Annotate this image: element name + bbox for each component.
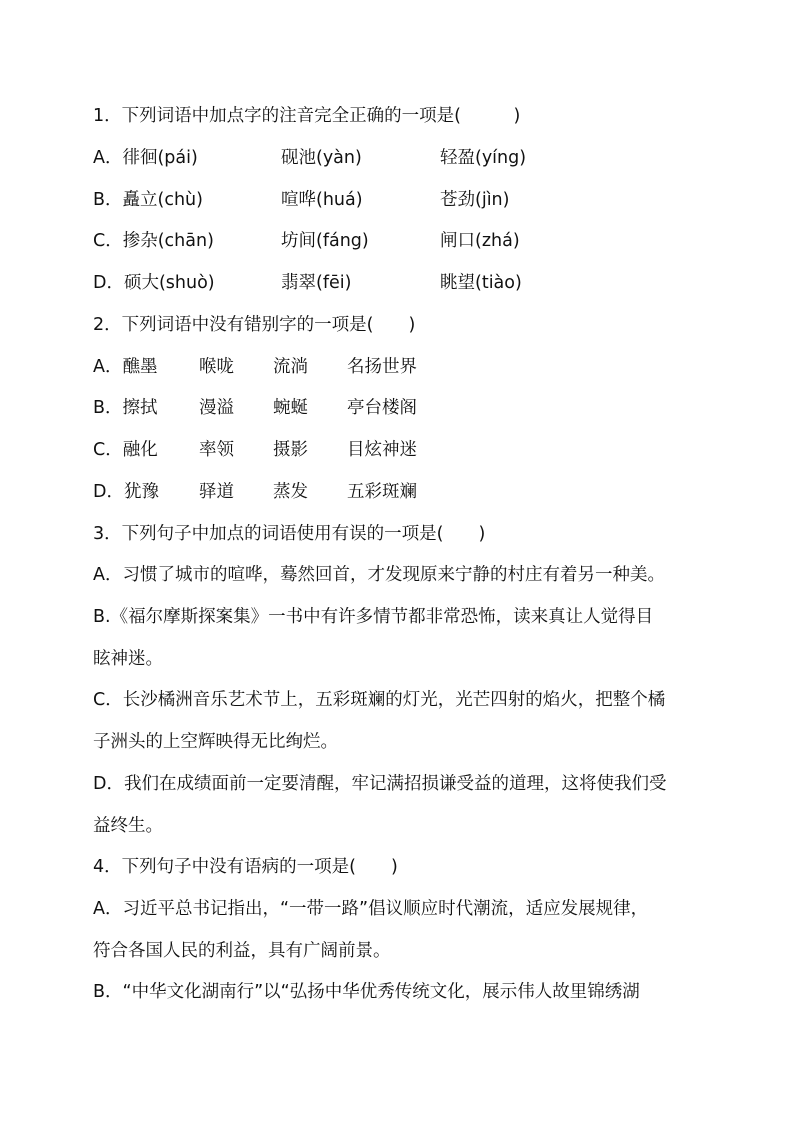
q1-option-c bbox=[93, 229, 713, 253]
q1-option-b bbox=[93, 188, 713, 212]
q2-option-b bbox=[93, 396, 713, 420]
q3-option-d-line-1: D．我们在成绩面前一定要清醒，牢记满招损谦受益的道理，这将使我们受 bbox=[93, 774, 667, 794]
q4-option-b-line-1: B．“中华文化湖南行”以“弘扬中华优秀传统文化，展示伟人故里锦绣湖 bbox=[93, 982, 640, 1002]
q1-option-b-item-1: B．矗立(chù) bbox=[93, 190, 203, 210]
q3-option-b-line-2: 眩神迷。 bbox=[93, 649, 163, 669]
q1-option-d-item-1: D．硕大(shuò) bbox=[93, 273, 215, 293]
q2-option-a-item-4: 名扬世界 bbox=[347, 357, 417, 377]
q2-option-d-item-4: 五彩斑斓 bbox=[347, 482, 417, 502]
q2-option-c-item-2: 率领 bbox=[199, 440, 234, 460]
q2-option-b-item-1: B．擦拭 bbox=[93, 398, 158, 418]
q3-option-b-line-1: B.《福尔摩斯探案集》一书中有许多情节都非常恐怖，读来真让人觉得目 bbox=[93, 607, 654, 627]
q2-option-b-item-4: 亭台楼阁 bbox=[347, 398, 417, 418]
q2-option-c bbox=[93, 438, 713, 462]
q3-option-d-line-2: 益终生。 bbox=[93, 816, 163, 836]
question-3-stem: 3．下列句子中加点的词语使用有误的一项是( ) bbox=[93, 524, 486, 544]
question-4-stem: 4．下列句子中没有语病的一项是( ) bbox=[93, 857, 398, 877]
q2-option-d bbox=[93, 480, 713, 504]
q1-option-a bbox=[93, 146, 713, 170]
q1-option-d bbox=[93, 271, 713, 295]
q2-option-d-item-2: 驿道 bbox=[199, 482, 234, 502]
q1-option-c-item-2: 坊间(fáng) bbox=[281, 231, 369, 251]
q4-option-a-line-1: A．习近平总书记指出，“一带一路”倡议顺应时代潮流，适应发展规律， bbox=[93, 899, 649, 919]
q2-option-c-item-3: 摄影 bbox=[273, 440, 308, 460]
q4-option-a-line-2: 符合各国人民的利益，具有广阔前景。 bbox=[93, 941, 391, 961]
q1-option-c-item-1: C．掺杂(chān) bbox=[93, 231, 214, 251]
q1-option-c-item-3: 闸口(zhá) bbox=[440, 231, 520, 251]
q1-option-d-item-2: 翡翠(fēi) bbox=[281, 273, 352, 293]
q2-option-d-item-3: 蒸发 bbox=[273, 482, 308, 502]
q1-option-b-item-2: 喧哗(huá) bbox=[281, 190, 363, 210]
q2-option-a-item-1: A．醮墨 bbox=[93, 357, 158, 377]
q1-option-a-item-3: 轻盈(yíng) bbox=[440, 148, 527, 168]
q2-option-a bbox=[93, 355, 713, 379]
q3-option-a: A．习惯了城市的喧哗，蓦然回首，才发现原来宁静的村庄有着另一种美。 bbox=[93, 565, 665, 585]
q2-option-c-item-4: 目炫神迷 bbox=[347, 440, 417, 460]
q1-option-d-item-3: 眺望(tiào) bbox=[440, 273, 522, 293]
q1-option-a-item-2: 砚池(yàn) bbox=[281, 148, 362, 168]
q2-option-a-item-3: 流淌 bbox=[273, 357, 308, 377]
question-1-stem: 1．下列词语中加点字的注音完全正确的一项是( ) bbox=[93, 106, 521, 126]
q2-option-b-item-2: 漫溢 bbox=[199, 398, 234, 418]
q1-option-b-item-3: 苍劲(jìn) bbox=[440, 190, 510, 210]
q3-option-c-line-1: C．长沙橘洲音乐艺术节上，五彩斑斓的灯光，光芒四射的焰火，把整个橘 bbox=[93, 690, 666, 710]
q2-option-b-item-3: 蜿蜒 bbox=[273, 398, 308, 418]
q1-option-a-item-1: A．徘徊(pái) bbox=[93, 148, 198, 168]
q2-option-c-item-1: C．融化 bbox=[93, 440, 158, 460]
question-2-stem: 2．下列词语中没有错别字的一项是( ) bbox=[93, 315, 416, 335]
q2-option-d-item-1: D．犹豫 bbox=[93, 482, 159, 502]
q3-option-c-line-2: 子洲头的上空辉映得无比绚烂。 bbox=[93, 732, 338, 752]
q2-option-a-item-2: 喉咙 bbox=[199, 357, 234, 377]
